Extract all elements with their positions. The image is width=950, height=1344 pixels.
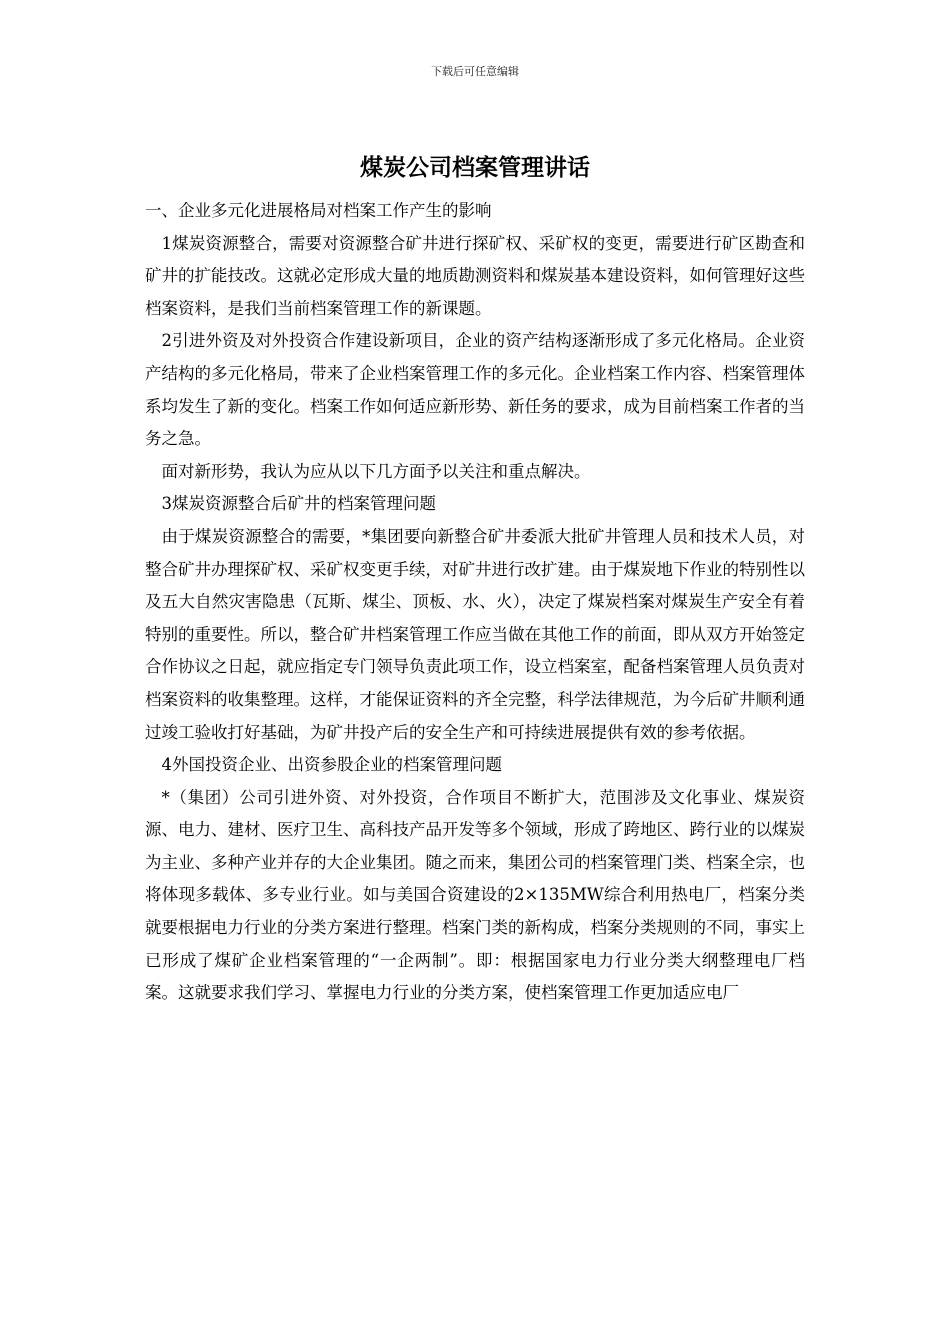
- subheading-4: 4外国投资企业、出资参股企业的档案管理问题: [161, 755, 502, 775]
- paragraph-5: *（集团）公司引进外资、对外投资，合作项目不断扩大，范围涉及文化事业、煤炭资源、电力、建材、医疗卫生、高科技产品开发等多个领域，形成了跨地区、跨行业的以煤炭为主业、多种产业并存的大企业集团。随之而来，集团公司的档案管理门类、档案全宗，也将体现多载体、多专业行业。如与美国合资建设的2×135MW综合利用热电厂，档案分类就要根据电力行业的分类方案进行整理。档案门类的新构成，档案分类规则的不同，事实上已形成了煤矿企业档案管理的“一企两制”。即：根据国家电力行业分类大纲整理电厂档案。这就要求我们学习、掌握电力行业的分类方案，使档案管理工作更加适应电厂: [145, 787, 805, 1003]
- paragraph-4: 由于煤炭资源整合的需要，*集团要向新整合矿井委派大批矿井管理人员和技术人员，对整合矿井办理探矿权、采矿权变更手续，对矿井进行改扩建。由于煤炭地下作业的特别性以及五大自然灾害隐患（瓦斯、煤尘、顶板、水、火），决定了煤炭档案对煤炭生产安全有着特别的重要性。所以，整合矿井档案管理工作应当做在其他工作的前面，即从双方开始签定合作协议之日起，就应指定专门领导负责此项工作，设立档案室，配备档案管理人员负责对档案资料的收集整理。这样，才能保证资料的齐全完整，科学法律规范，为今后矿井顺利通过竣工验收打好基础，为矿井投产后的安全生产和可持续进展提供有效的参考依据。: [145, 526, 805, 742]
- document-body: [145, 195, 805, 1010]
- subheading-3: 3煤炭资源整合后矿井的档案管理问题: [161, 494, 436, 514]
- section-heading-1: 一、企业多元化进展格局对档案工作产生的影响: [145, 201, 492, 220]
- paragraph-3: 面对新形势，我认为应从以下几方面予以关注和重点解决。: [161, 461, 591, 481]
- paragraph-2: 2引进外资及对外投资合作建设新项目，企业的资产结构逐渐形成了多元化格局。企业资产结构的多元化格局，带来了企业档案管理工作的多元化。企业档案工作内容、档案管理体系均发生了新的变化。档案工作如何适应新形势、新任务的要求，成为目前档案工作者的当务之急。: [145, 331, 805, 449]
- document-title: 煤炭公司档案管理讲话: [360, 155, 590, 181]
- paragraph-1: 1煤炭资源整合，需要对资源整合矿井进行探矿权、采矿权的变更，需要进行矿区勘查和矿井的扩能技改。这就必定形成大量的地质勘测资料和煤炭基本建设资料，如何管理好这些档案资料，是我们当前档案管理工作的新课题。: [145, 233, 805, 318]
- header-note: 下载后可任意编辑: [431, 65, 519, 78]
